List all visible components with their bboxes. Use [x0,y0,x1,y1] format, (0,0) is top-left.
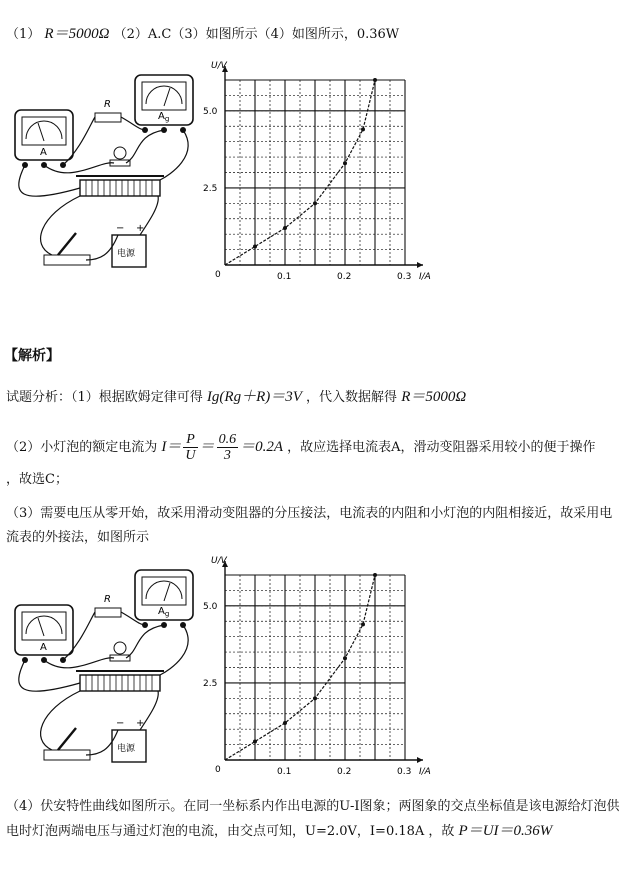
power-minus-label: − [116,223,125,234]
answer-rest: （2）A.C（3）如图所示（4）如图所示，0.36W [113,27,400,42]
circuit-diagram [15,570,193,762]
x-tick-label: 0.1 [277,767,292,777]
x-axis-arrow [417,757,423,763]
data-point [373,78,377,82]
analysis-step-2-cont: ，故选C； [6,472,68,487]
fraction-values [217,432,239,463]
analysis-step-2 [6,432,596,463]
power-minus-label: − [116,718,125,729]
data-point [373,573,377,577]
switch-icon [58,728,76,750]
analysis-step-4 [6,795,624,844]
analysis-step-1 [6,385,466,406]
analysis-heading: 【解析】 [4,348,60,364]
step1-text-2: ，代入数据解得 [306,390,398,405]
x-tick-label: 0.2 [337,767,352,777]
y-tick-label: 5.0 [203,106,218,117]
step1-text: 试题分析：（1）根据欧姆定律可得 [6,390,203,405]
data-point [253,245,257,249]
ammeter-letter: A [40,147,47,158]
data-point [343,656,347,660]
frac-den: U [185,448,196,463]
ammeter-letter: A [40,642,47,653]
data-point [253,740,257,744]
circuit-and-graph-figure-top [0,55,630,290]
data-point [313,201,317,205]
step1-formula: Ig(Rg＋R)＝3V [206,389,302,405]
switch-icon [58,233,76,255]
circuit-diagram [15,75,193,267]
y-axis-label: U/V [211,61,227,71]
switch-base [44,750,90,760]
ui-graph [203,61,431,282]
step2-text-2: ，故应选择电流表A，滑动变阻器采用较小的便于操作 [287,440,596,455]
data-point [343,161,347,165]
equals-sign: ＝ [199,439,215,455]
resistor-icon [95,113,121,122]
x-tick-label: 0.1 [277,272,292,282]
x-tick-label: 0.2 [337,272,352,282]
figure-bottom [0,550,630,789]
power-plus-label: + [136,223,145,234]
data-point [313,696,317,700]
microammeter-letter: $A_g$ [158,606,170,618]
x-tick-label: 0.3 [397,767,412,777]
answer-part-1-label: （1） [6,27,41,42]
microammeter-letter: $A_g$ [158,111,170,123]
step2-current-symbol: I＝ [161,439,182,455]
x-axis-label: I/A [419,272,431,282]
y-tick-label: 5.0 [203,601,218,612]
step2-value: ＝0.2A [240,439,283,455]
x-tick-label: 0.3 [397,272,412,282]
origin-label: 0 [215,270,221,280]
x-axis-arrow [417,262,423,268]
resistor-letter: R [104,594,111,605]
frac-num: P [183,432,197,448]
resistor-icon [95,608,121,617]
power-plus-label: + [136,718,145,729]
step4-formula: P＝UI＝0.36W [458,823,553,839]
step4-text: （4）伏安特性曲线如图所示。在同一坐标系内作出电源的U-I图象；两图象的交点坐标值是该电源给灯泡供电时灯泡两端电压与通过灯泡的电流，由交点可知，U=2.0V，I=0.18A ，故 [6,799,620,839]
frac-num: 0.6 [218,432,237,447]
bulb-icon [114,147,126,159]
y-axis-label: U/V [211,556,227,566]
answer-line [6,22,399,43]
step2-text: （2）小灯泡的额定电流为 [6,440,158,455]
data-point [283,226,287,230]
power-label: 电源 [117,249,136,259]
analysis-step-3: （3）需要电压从零开始，故采用滑动变阻器的分压接法，电流表的内阻和小灯泡的内阻相接近，故采用电流表的外接法，如图所示 [6,506,613,545]
y-tick-label: 2.5 [203,183,218,194]
fraction-p-over-u [183,432,197,463]
answer-resistance: R＝5000Ω [44,26,110,42]
step1-result: R＝5000Ω [401,389,467,405]
frac-den: 3 [223,448,231,463]
origin-label: 0 [215,765,221,775]
data-point [361,127,365,131]
data-point [283,721,287,725]
figure-top [0,55,630,294]
circuit-and-graph-figure-bottom [0,550,630,785]
resistor-letter: R [104,99,111,110]
ui-graph [203,556,431,777]
switch-base [44,255,90,265]
bulb-icon [114,642,126,654]
power-label: 电源 [117,744,136,754]
y-tick-label: 2.5 [203,678,218,689]
data-point [361,622,365,626]
x-axis-label: I/A [419,767,431,777]
